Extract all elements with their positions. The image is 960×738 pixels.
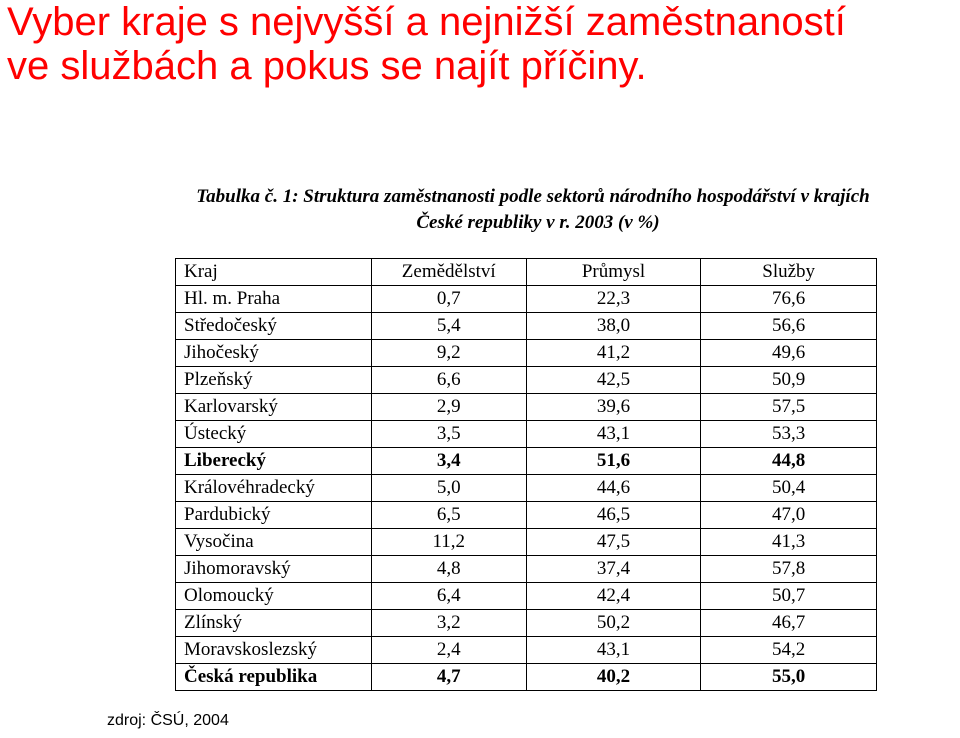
employment-structure-table xyxy=(175,258,877,691)
industry-cell: 40,2 xyxy=(526,664,701,691)
header-zemedelstvi: Zemědělství xyxy=(371,259,526,286)
services-cell: 53,3 xyxy=(701,421,877,448)
table-caption-line-2: České republiky v r. 2003 (v %) xyxy=(416,212,660,233)
table-caption xyxy=(118,184,948,236)
agriculture-cell: 11,2 xyxy=(371,529,526,556)
table-row xyxy=(176,448,877,475)
agriculture-cell: 3,5 xyxy=(371,421,526,448)
table-row xyxy=(176,340,877,367)
region-name-cell: Vysočina xyxy=(176,529,372,556)
services-cell: 57,8 xyxy=(701,556,877,583)
services-cell: 50,9 xyxy=(701,367,877,394)
table-row xyxy=(176,313,877,340)
industry-cell: 43,1 xyxy=(526,421,701,448)
services-cell: 44,8 xyxy=(701,448,877,475)
industry-cell: 50,2 xyxy=(526,610,701,637)
table-row xyxy=(176,286,877,313)
region-name-cell: Pardubický xyxy=(176,502,372,529)
agriculture-cell: 2,4 xyxy=(371,637,526,664)
slide-title-line-2: ve službách a pokus se najít příčiny. xyxy=(7,44,647,88)
services-cell: 49,6 xyxy=(701,340,877,367)
agriculture-cell: 0,7 xyxy=(371,286,526,313)
industry-cell: 44,6 xyxy=(526,475,701,502)
industry-cell: 38,0 xyxy=(526,313,701,340)
agriculture-cell: 5,0 xyxy=(371,475,526,502)
region-name-cell: Plzeňský xyxy=(176,367,372,394)
table-header-row xyxy=(176,259,877,286)
services-cell: 54,2 xyxy=(701,637,877,664)
source-note: zdroj: ČSÚ, 2004 xyxy=(107,712,229,729)
table-row xyxy=(176,475,877,502)
services-cell: 50,7 xyxy=(701,583,877,610)
industry-cell: 39,6 xyxy=(526,394,701,421)
region-name-cell: Jihomoravský xyxy=(176,556,372,583)
industry-cell: 46,5 xyxy=(526,502,701,529)
slide-title xyxy=(7,0,957,88)
services-cell: 41,3 xyxy=(701,529,877,556)
region-name-cell: Hl. m. Praha xyxy=(176,286,372,313)
table-caption-line-1: Tabulka č. 1: Struktura zaměstnanosti podle sektorů národního hospodářství v krajích xyxy=(196,186,870,207)
agriculture-cell: 6,5 xyxy=(371,502,526,529)
table-row xyxy=(176,556,877,583)
agriculture-cell: 2,9 xyxy=(371,394,526,421)
agriculture-cell: 9,2 xyxy=(371,340,526,367)
table-row xyxy=(176,664,877,691)
agriculture-cell: 6,6 xyxy=(371,367,526,394)
header-prumysl: Průmysl xyxy=(526,259,701,286)
region-name-cell: Liberecký xyxy=(176,448,372,475)
agriculture-cell: 5,4 xyxy=(371,313,526,340)
industry-cell: 51,6 xyxy=(526,448,701,475)
table-row xyxy=(176,367,877,394)
region-name-cell: Ústecký xyxy=(176,421,372,448)
industry-cell: 41,2 xyxy=(526,340,701,367)
industry-cell: 37,4 xyxy=(526,556,701,583)
services-cell: 46,7 xyxy=(701,610,877,637)
table-row xyxy=(176,421,877,448)
table-row xyxy=(176,529,877,556)
region-name-cell: Česká republika xyxy=(176,664,372,691)
services-cell: 56,6 xyxy=(701,313,877,340)
industry-cell: 42,4 xyxy=(526,583,701,610)
agriculture-cell: 6,4 xyxy=(371,583,526,610)
industry-cell: 47,5 xyxy=(526,529,701,556)
services-cell: 50,4 xyxy=(701,475,877,502)
region-name-cell: Olomoucký xyxy=(176,583,372,610)
region-name-cell: Moravskoslezský xyxy=(176,637,372,664)
services-cell: 55,0 xyxy=(701,664,877,691)
industry-cell: 42,5 xyxy=(526,367,701,394)
industry-cell: 43,1 xyxy=(526,637,701,664)
agriculture-cell: 3,2 xyxy=(371,610,526,637)
services-cell: 57,5 xyxy=(701,394,877,421)
agriculture-cell: 3,4 xyxy=(371,448,526,475)
region-name-cell: Karlovarský xyxy=(176,394,372,421)
agriculture-cell: 4,7 xyxy=(371,664,526,691)
table-row xyxy=(176,502,877,529)
table-row xyxy=(176,583,877,610)
agriculture-cell: 4,8 xyxy=(371,556,526,583)
region-name-cell: Zlínský xyxy=(176,610,372,637)
header-sluzby: Služby xyxy=(701,259,877,286)
table-body xyxy=(176,286,877,691)
table-row xyxy=(176,637,877,664)
table-row xyxy=(176,610,877,637)
region-name-cell: Královéhradecký xyxy=(176,475,372,502)
region-name-cell: Středočeský xyxy=(176,313,372,340)
slide-title-line-1: Vyber kraje s nejvyšší a nejnižší zaměstnaností xyxy=(7,0,846,44)
services-cell: 47,0 xyxy=(701,502,877,529)
table-row xyxy=(176,394,877,421)
services-cell: 76,6 xyxy=(701,286,877,313)
industry-cell: 22,3 xyxy=(526,286,701,313)
header-kraj: Kraj xyxy=(176,259,372,286)
region-name-cell: Jihočeský xyxy=(176,340,372,367)
